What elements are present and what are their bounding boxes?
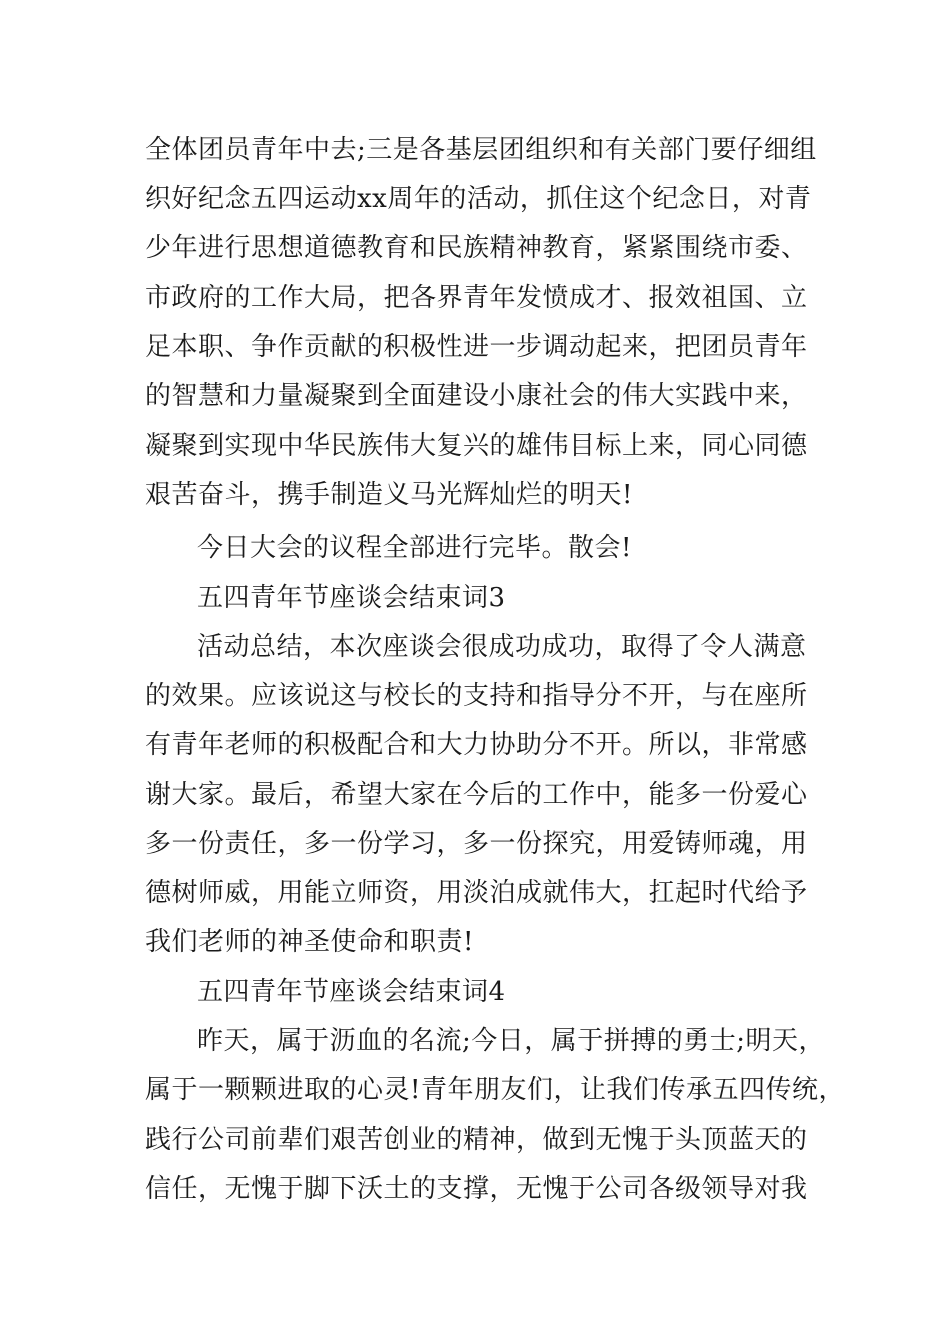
paragraph-line: 德树师威，用能立师资，用淡泊成就伟大，扛起时代给予	[145, 878, 808, 908]
paragraph-line: 全体团员青年中去;三是各基层团组织和有关部门要仔细组	[145, 135, 817, 165]
paragraph-line: 的效果。应该说这与校长的支持和指导分不开，与在座所	[145, 681, 808, 711]
paragraph-line: 多一份责任，多一份学习，多一份探究，用爱铸师魂，用	[145, 829, 808, 859]
paragraph-line: 属于一颗颗进取的心灵!青年朋友们，让我们传承五四传统，	[145, 1075, 845, 1105]
paragraph-line: 凝聚到实现中华民族伟大复兴的雄伟目标上来，同心同德	[145, 431, 808, 461]
section-heading: 五四青年节座谈会结束词3	[197, 583, 506, 613]
paragraph-line: 谢大家。最后，希望大家在今后的工作中，能多一份爱心	[145, 780, 808, 810]
paragraph-line: 少年进行思想道德教育和民族精神教育，紧紧围绕市委、	[145, 233, 808, 263]
paragraph-line: 足本职、争作贡献的积极性进一步调动起来，把团员青年	[145, 332, 808, 362]
paragraph-line: 织好纪念五四运动xx周年的活动，抓住这个纪念日，对青	[145, 184, 812, 214]
closing-line: 今日大会的议程全部进行完毕。散会!	[197, 533, 632, 563]
paragraph-line: 有青年老师的积极配合和大力协助分不开。所以，非常感	[145, 730, 808, 760]
paragraph-line: 昨天，属于沥血的名流;今日，属于拼搏的勇士;明天，	[197, 1026, 826, 1056]
paragraph-line: 的智慧和力量凝聚到全面建设小康社会的伟大实践中来，	[145, 381, 808, 411]
paragraph-line: 市政府的工作大局，把各界青年发愤成才、报效祖国、立	[145, 283, 808, 313]
paragraph-line: 信任，无愧于脚下沃土的支撑，无愧于公司各级领导对我	[145, 1174, 808, 1204]
section-heading: 五四青年节座谈会结束词4	[197, 977, 506, 1007]
paragraph-line: 践行公司前辈们艰苦创业的精神，做到无愧于头顶蓝天的	[145, 1125, 808, 1155]
paragraph-line: 活动总结，本次座谈会很成功成功，取得了令人满意	[197, 632, 807, 662]
paragraph-line: 艰苦奋斗，携手制造义马光辉灿烂的明天!	[145, 480, 633, 510]
paragraph-line: 我们老师的神圣使命和职责!	[145, 927, 474, 957]
